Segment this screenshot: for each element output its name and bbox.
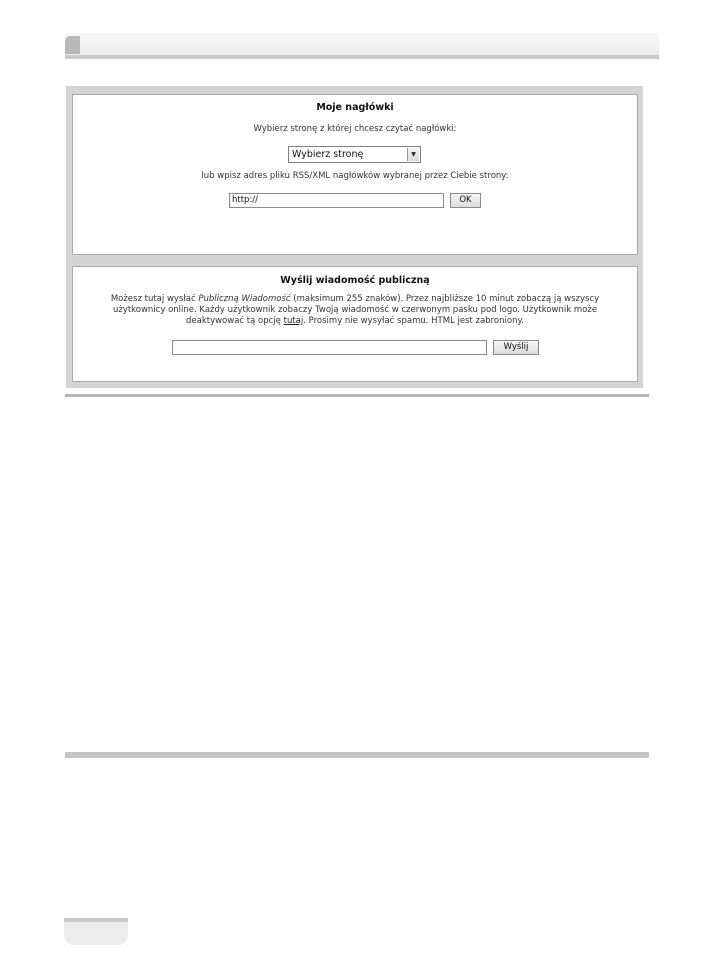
site-select[interactable] — [288, 146, 421, 163]
choose-site-prompt: Wybierz stronę z której chcesz czytać nagłówki: — [253, 124, 457, 134]
chevron-down-icon[interactable]: ▼ — [407, 148, 419, 161]
rss-url-row — [73, 193, 637, 211]
desc-text-2: (maksimum 255 znaków). Przez najbliższe 10 minut zobaczą ją wszyscy użytkownicy online. Każdy użytkownik zobaczy Twoją wiadomość w czerwonym pasku pod logo. Użytkownik może deaktywować tą opcję — [112, 294, 600, 326]
page-number-tab — [64, 918, 128, 945]
headlines-title: Moje nagłówki — [316, 102, 394, 113]
public-message-description — [85, 294, 625, 327]
public-message-panel — [72, 266, 638, 382]
bottom-divider — [65, 752, 649, 758]
site-select-row — [73, 146, 637, 164]
page-header-bar — [65, 33, 659, 59]
headlines-panel — [72, 94, 638, 255]
rss-url-input[interactable]: http:// — [229, 193, 444, 208]
message-row — [73, 340, 637, 358]
desc-italic: Publiczną Wiadomość — [198, 294, 291, 304]
deactivate-link[interactable]: tutaj — [283, 316, 304, 326]
desc-text-1: Możesz tutaj wysłać — [110, 294, 199, 304]
message-input[interactable] — [172, 340, 487, 355]
send-button[interactable]: Wyślij — [493, 340, 539, 355]
section-divider — [65, 394, 649, 397]
header-tab-marker — [65, 36, 80, 54]
ok-button[interactable]: OK — [450, 193, 481, 208]
public-message-title: Wyślij wiadomość publiczną — [280, 275, 430, 286]
site-select-value: Wybierz stronę — [292, 149, 364, 160]
rss-url-prompt: lub wpisz adres pliku RSS/XML nagłówków wybranej przez Ciebie strony: — [201, 171, 509, 181]
desc-text-3: . Prosimy nie wysyłać spamu. HTML jest zabroniony. — [303, 316, 524, 326]
